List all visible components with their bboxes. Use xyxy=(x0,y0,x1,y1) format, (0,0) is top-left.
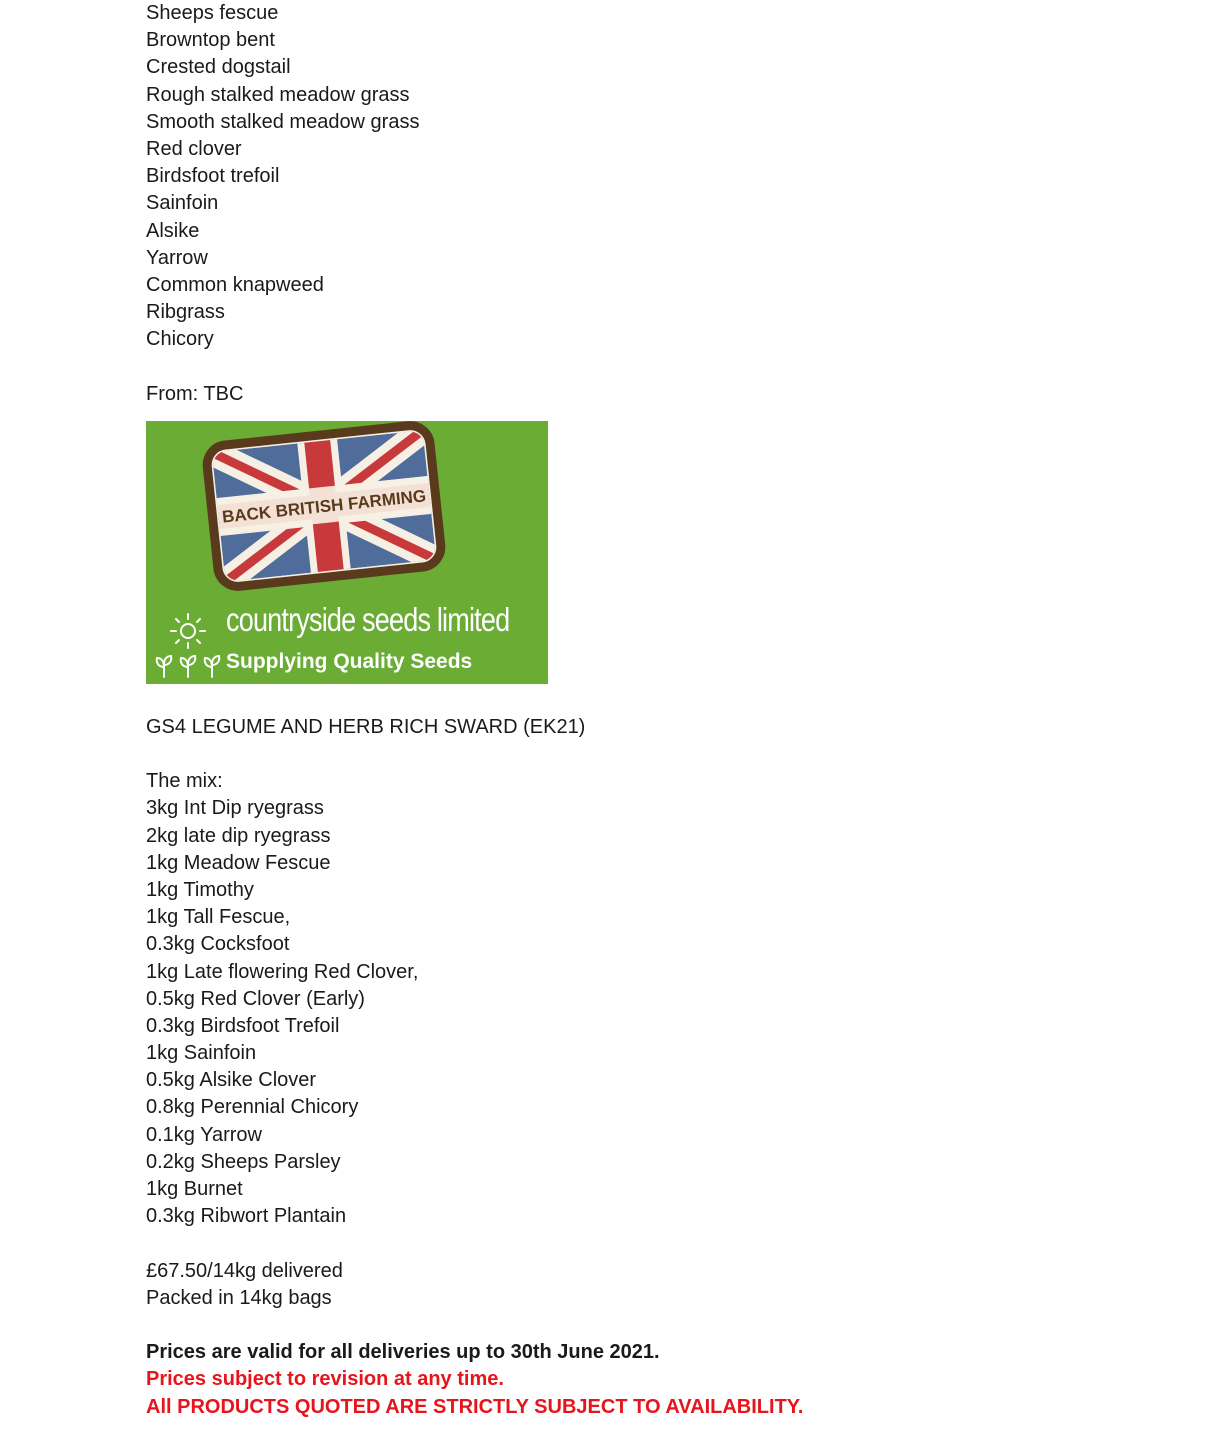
spacer xyxy=(146,741,1146,768)
list-item: Sainfoin xyxy=(146,192,219,215)
mix-heading: The mix: xyxy=(146,770,223,793)
validity-note: Prices are valid for all deliveries up to 30th June 2021. xyxy=(146,1341,660,1364)
list-item: Smooth stalked meadow grass xyxy=(146,110,420,133)
from-line: From: TBC xyxy=(146,382,244,405)
list-item: Sheeps fescue xyxy=(146,2,279,24)
mix-item: 2kg late dip ryegrass xyxy=(146,824,331,847)
list-item: Birdsfoot trefoil xyxy=(146,165,280,188)
sun-icon xyxy=(168,611,208,651)
list-item: Alsike xyxy=(146,219,200,242)
countryside-seeds-logo xyxy=(146,421,548,684)
mix-item: 3kg Int Dip ryegrass xyxy=(146,797,324,820)
brand-name: countryside seeds limited xyxy=(226,600,510,638)
mix-item: 1kg Late flowering Red Clover, xyxy=(146,960,419,983)
list-item: Red clover xyxy=(146,137,242,160)
list-item: Chicory xyxy=(146,328,214,351)
badge-text: BACK BRITISH FARMING xyxy=(221,486,427,527)
mix-list xyxy=(146,795,1146,1230)
spacer xyxy=(146,353,1146,380)
mix-item: 0.1kg Yarrow xyxy=(146,1123,262,1146)
sprout-icon xyxy=(152,653,224,679)
species-list xyxy=(146,0,1146,353)
list-item: Rough stalked meadow grass xyxy=(146,83,410,106)
spacer xyxy=(146,1230,1146,1257)
mix-item: 0.3kg Ribwort Plantain xyxy=(146,1205,347,1228)
mix-item: 0.3kg Cocksfoot xyxy=(146,933,290,956)
price: £67.50/14kg delivered xyxy=(146,1259,343,1282)
mix-item: 0.3kg Birdsfoot Trefoil xyxy=(146,1014,340,1037)
revision-note: Prices subject to revision at any time. xyxy=(146,1368,504,1391)
mix-item: 0.2kg Sheeps Parsley xyxy=(146,1150,341,1173)
mix-item: 1kg Tall Fescue, xyxy=(146,906,291,929)
mix-item: 1kg Timothy xyxy=(146,878,254,901)
mix-item: 1kg Meadow Fescue xyxy=(146,851,331,874)
mix-item: 0.5kg Red Clover (Early) xyxy=(146,987,365,1010)
document-page xyxy=(146,0,1146,1421)
availability-note: All PRODUCTS QUOTED ARE STRICTLY SUBJECT TO AVAILABILITY. xyxy=(146,1395,804,1418)
product-title: GS4 LEGUME AND HERB RICH SWARD (EK21) xyxy=(146,715,586,738)
list-item: Yarrow xyxy=(146,246,208,269)
list-item: Common knapweed xyxy=(146,273,324,296)
list-item: Crested dogstail xyxy=(146,56,291,79)
tagline: Supplying Quality Seeds xyxy=(226,649,473,673)
mix-item: 1kg Burnet xyxy=(146,1178,243,1200)
mix-item: 0.5kg Alsike Clover xyxy=(146,1069,317,1092)
mix-item: 1kg Sainfoin xyxy=(146,1042,257,1065)
packing-info: Packed in 14kg bags xyxy=(146,1286,332,1309)
spacer xyxy=(146,1312,1146,1339)
list-item: Ribgrass xyxy=(146,301,225,324)
mix-item: 0.8kg Perennial Chicory xyxy=(146,1096,359,1119)
list-item: Browntop bent xyxy=(146,29,275,52)
